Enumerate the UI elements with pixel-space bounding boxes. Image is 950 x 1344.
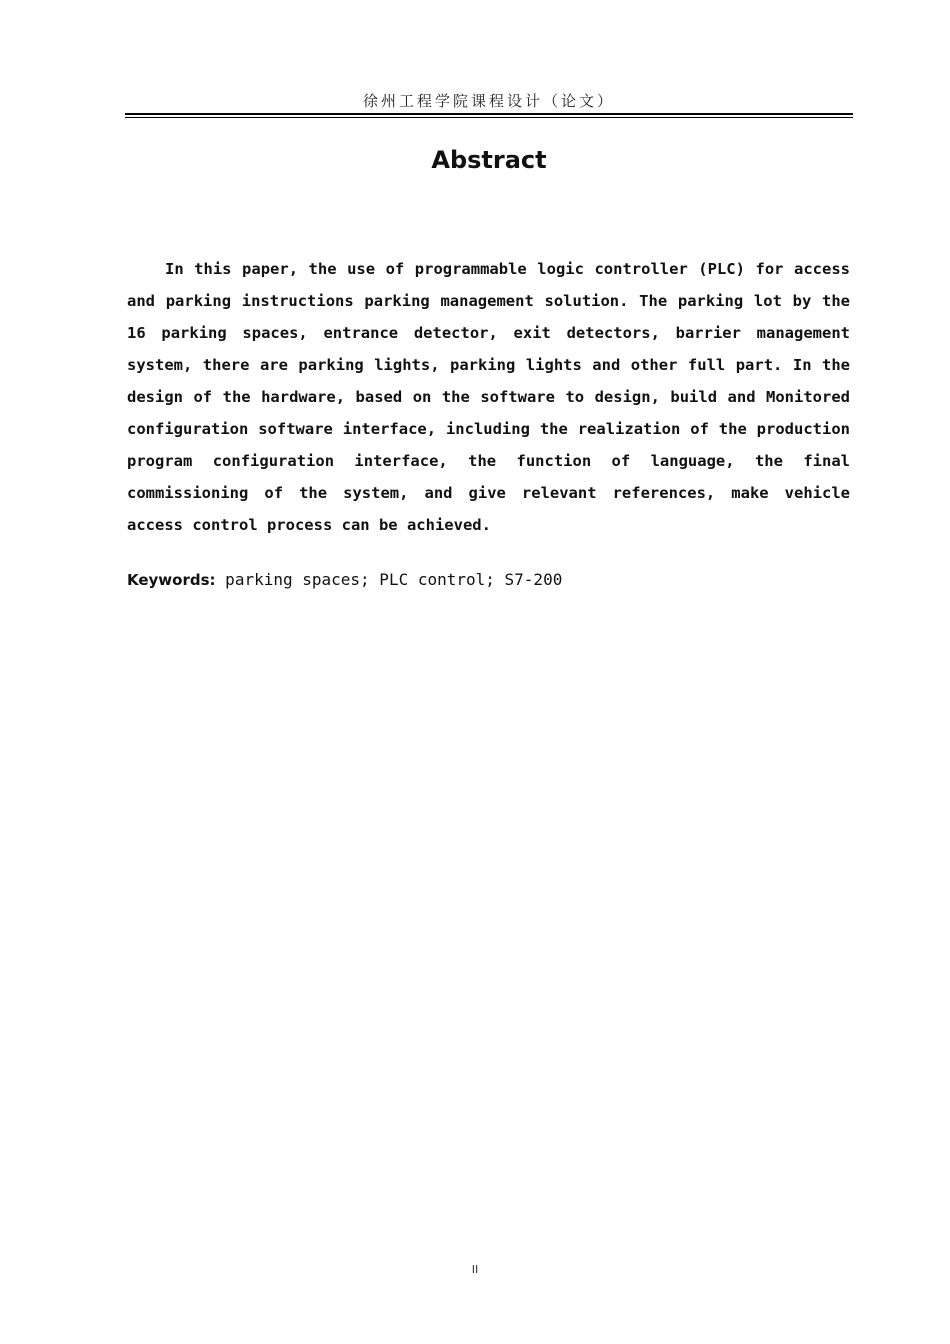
abstract-body: In this paper, the use of programmable logic controller (PLC) for access and parking instructions parking management solution. The parking lot by the 16 parking spaces, entrance detector, exit detectors, barrier management system, there are parking lights, parking lights and other full part. In the design of the hardware, based on the software to design, build and Monitored configuration software interface, including the realization of the production program configuration interface, the function of language, the final commissioning of the system, and give relevant references, make vehicle access control process can be achieved. (127, 260, 850, 534)
page-number: II (471, 1263, 479, 1276)
page-title: Abstract (431, 146, 547, 174)
header-rule-thick (125, 113, 853, 115)
keywords-line (127, 566, 850, 595)
keywords-value: parking spaces; PLC control; S7-200 (215, 570, 563, 589)
keywords-label: Keywords: (127, 571, 216, 589)
running-header: 徐州工程学院课程设计（论文） (362, 92, 615, 110)
header-rule-thin (125, 117, 853, 118)
